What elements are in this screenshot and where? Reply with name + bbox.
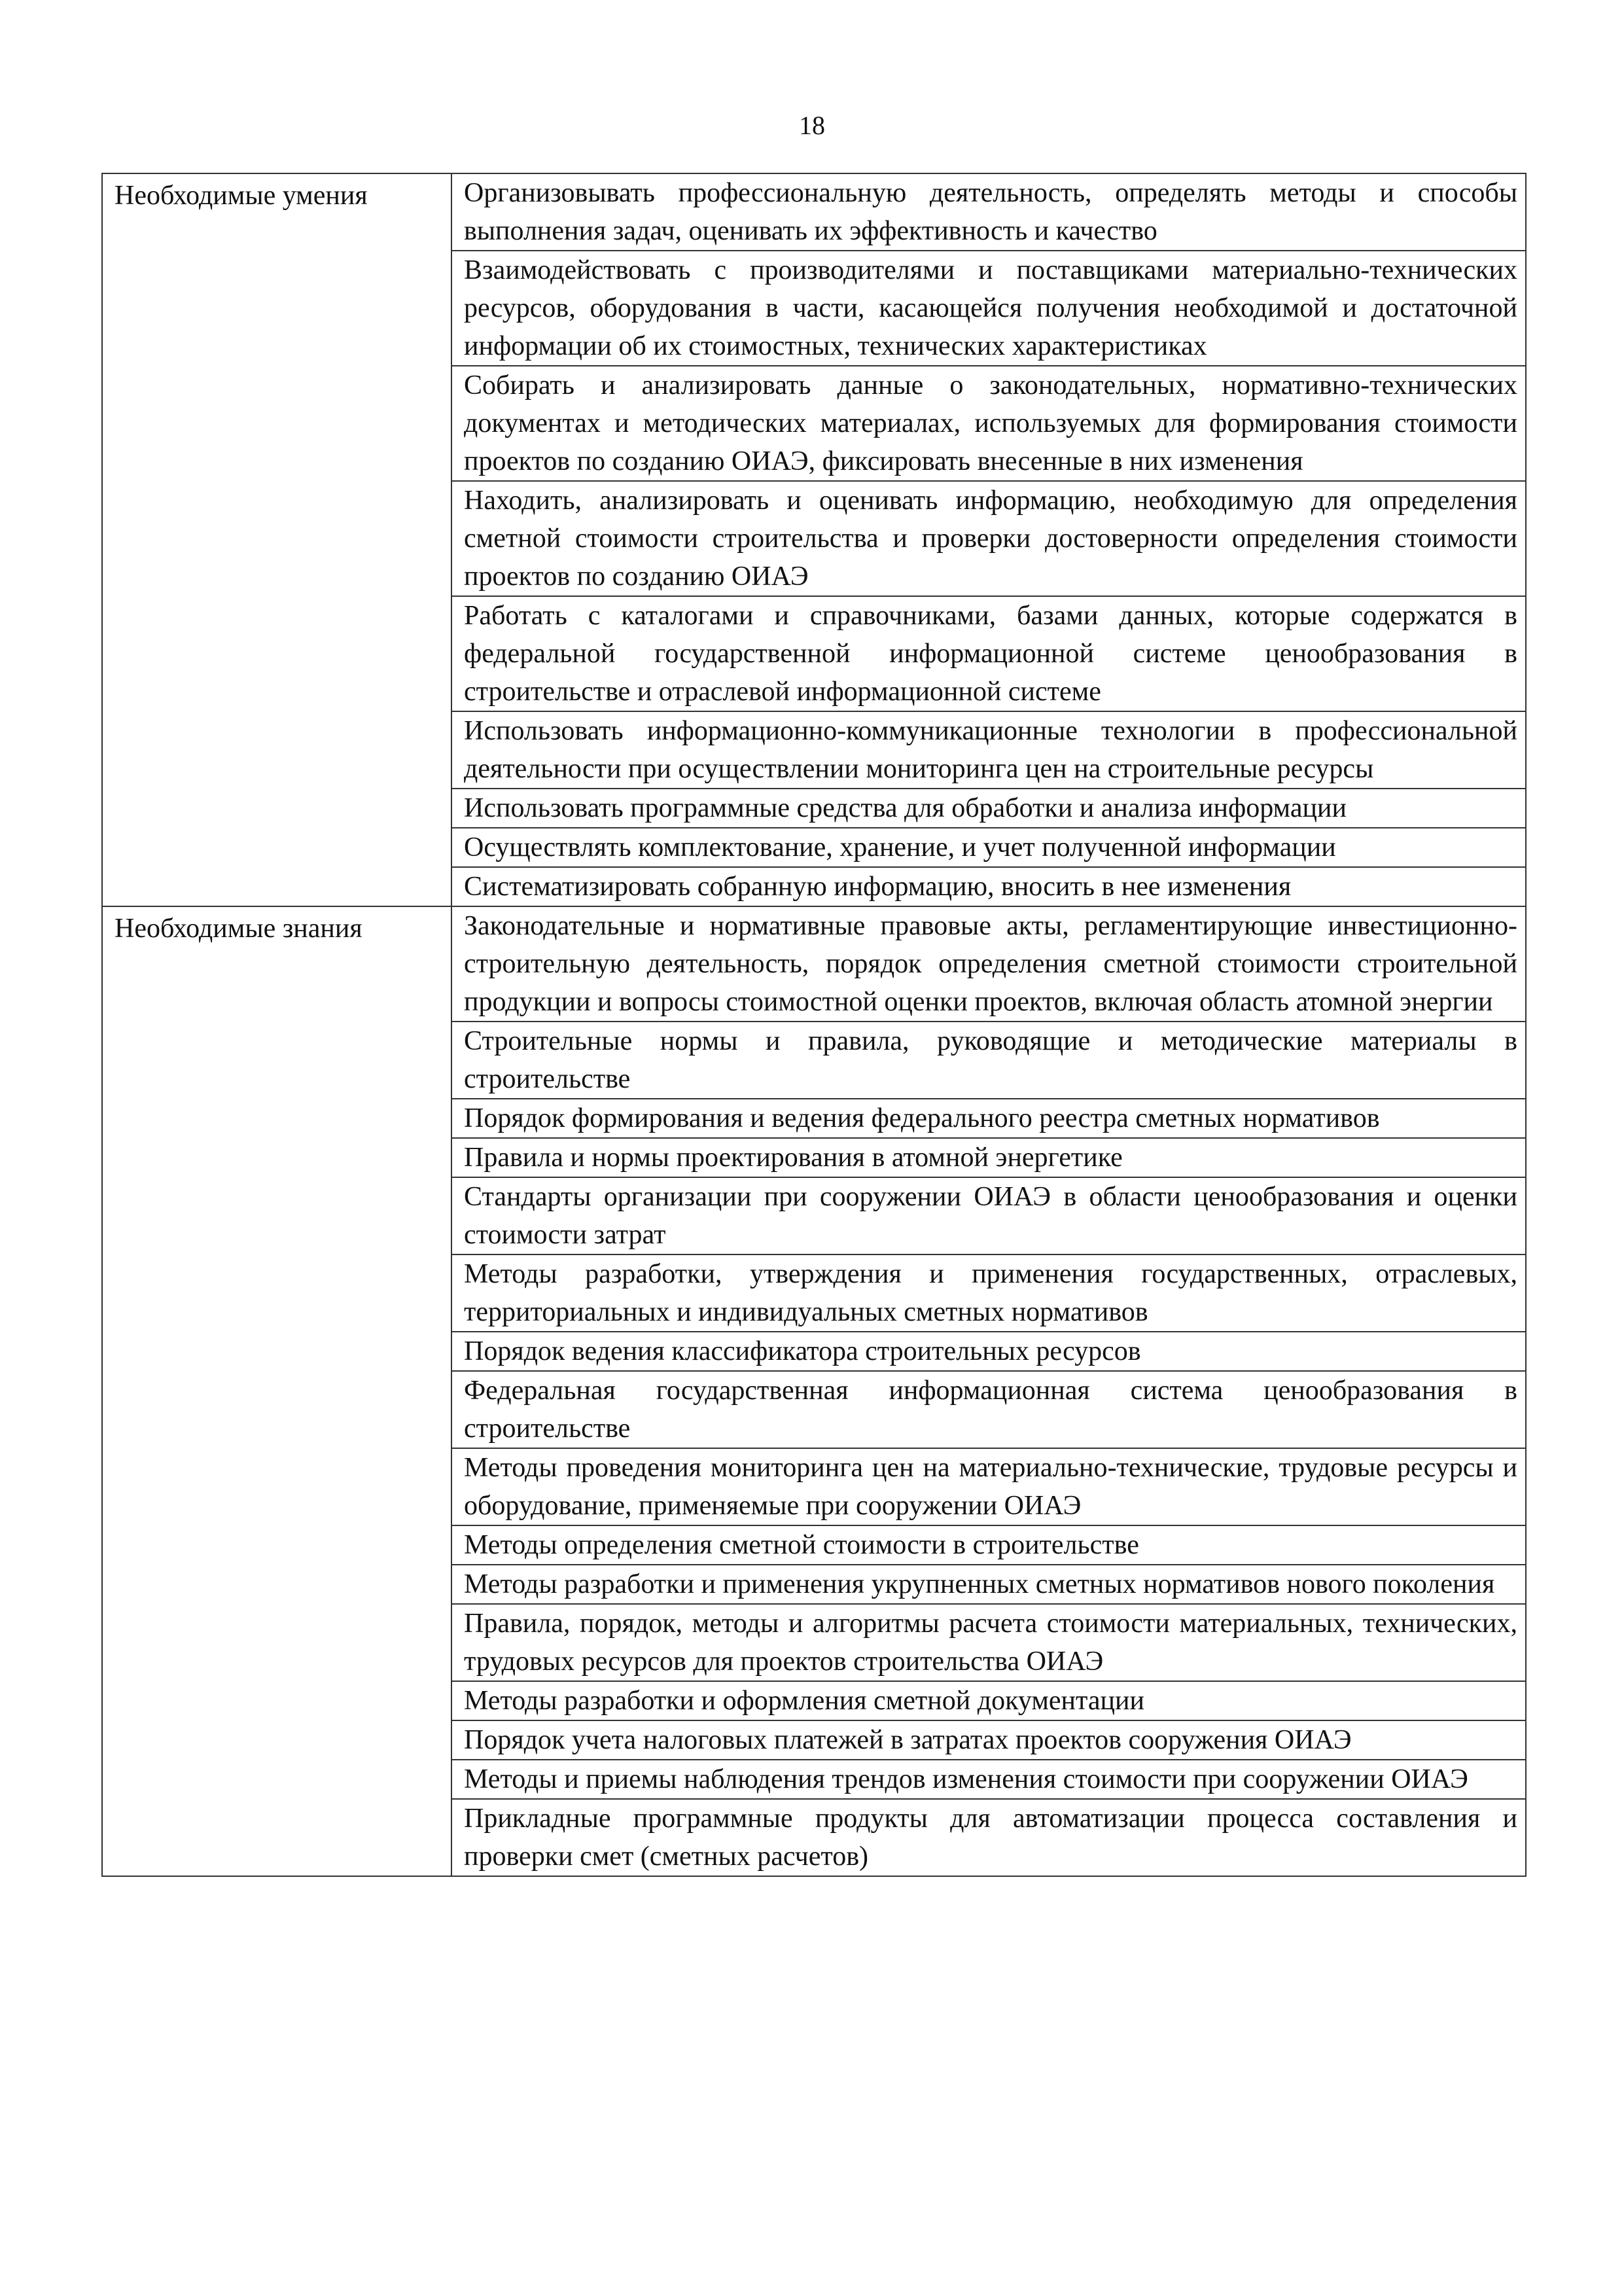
skill-item: Использовать программные средства для обработки и анализа информации: [451, 789, 1526, 828]
knowledge-item: Методы разработки, утверждения и применения государственных, отраслевых, территориальных и индивидуальных сметных нормативов: [451, 1254, 1526, 1332]
table-row: [102, 173, 1526, 251]
knowledge-item: Порядок учета налоговых платежей в затратах проектов сооружения ОИАЭ: [451, 1720, 1526, 1760]
skill-item: Систематизировать собранную информацию, вносить в нее изменения: [451, 867, 1526, 906]
knowledge-item: Методы разработки и оформления сметной документации: [451, 1681, 1526, 1720]
section-title-skills: Необходимые умения: [102, 173, 451, 906]
knowledge-item: Методы определения сметной стоимости в строительстве: [451, 1525, 1526, 1565]
skill-item: Находить, анализировать и оценивать информацию, необходимую для определения сметной стоимости строительства и проверки достоверности определения стоимости проектов по созданию ОИАЭ: [451, 481, 1526, 596]
knowledge-item: Строительные нормы и правила, руководящие и методические материалы в строительстве: [451, 1022, 1526, 1099]
knowledge-item: Прикладные программные продукты для автоматизации процесса составления и проверки смет (сметных расчетов): [451, 1799, 1526, 1876]
skill-item: Собирать и анализировать данные о законодательных, нормативно-технических документах и методических материалах, используемых для формирования стоимости проектов по созданию ОИАЭ, фиксировать внесенные в них изменения: [451, 366, 1526, 481]
knowledge-item: Методы и приемы наблюдения трендов изменения стоимости при сооружении ОИАЭ: [451, 1760, 1526, 1799]
requirements-table: [101, 173, 1527, 1877]
knowledge-item: Порядок ведения классификатора строительных ресурсов: [451, 1332, 1526, 1371]
knowledge-item: Федеральная государственная информационная система ценообразования в строительстве: [451, 1371, 1526, 1448]
knowledge-item: Правила и нормы проектирования в атомной энергетике: [451, 1138, 1526, 1177]
skill-item: Организовывать профессиональную деятельность, определять методы и способы выполнения задач, оценивать их эффективность и качество: [451, 173, 1526, 251]
skill-item: Работать с каталогами и справочниками, базами данных, которые содержатся в федеральной государственной информационной системе ценообразования в строительстве и отраслевой информационной системе: [451, 596, 1526, 711]
knowledge-item: Порядок формирования и ведения федерального реестра сметных нормативов: [451, 1099, 1526, 1138]
table-row: [102, 906, 1526, 1022]
skill-item: Осуществлять комплектование, хранение, и учет полученной информации: [451, 828, 1526, 867]
section-title-knowledge: Необходимые знания: [102, 906, 451, 1876]
knowledge-item: Методы разработки и применения укрупненных сметных нормативов нового поколения: [451, 1565, 1526, 1604]
page-number: 18: [799, 111, 825, 140]
knowledge-item: Правила, порядок, методы и алгоритмы расчета стоимости материальных, технических, трудовых ресурсов для проектов строительства ОИАЭ: [451, 1604, 1526, 1681]
skill-item: Взаимодействовать с производителями и поставщиками материально-технических ресурсов, оборудования в части, касающейся получения необходимой и достаточной информации об их стоимостных, технических характеристиках: [451, 251, 1526, 366]
knowledge-item: Методы проведения мониторинга цен на материально-технические, трудовые ресурсы и оборудование, применяемые при сооружении ОИАЭ: [451, 1448, 1526, 1525]
skill-item: Использовать информационно-коммуникационные технологии в профессиональной деятельности при осуществлении мониторинга цен на строительные ресурсы: [451, 711, 1526, 789]
knowledge-item: Законодательные и нормативные правовые акты, регламентирующие инвестиционно-строительную деятельность, порядок определения сметной стоимости строительной продукции и вопросы стоимостной оценки проектов, включая область атомной энергии: [451, 906, 1526, 1022]
knowledge-item: Стандарты организации при сооружении ОИАЭ в области ценообразования и оценки стоимости затрат: [451, 1177, 1526, 1254]
